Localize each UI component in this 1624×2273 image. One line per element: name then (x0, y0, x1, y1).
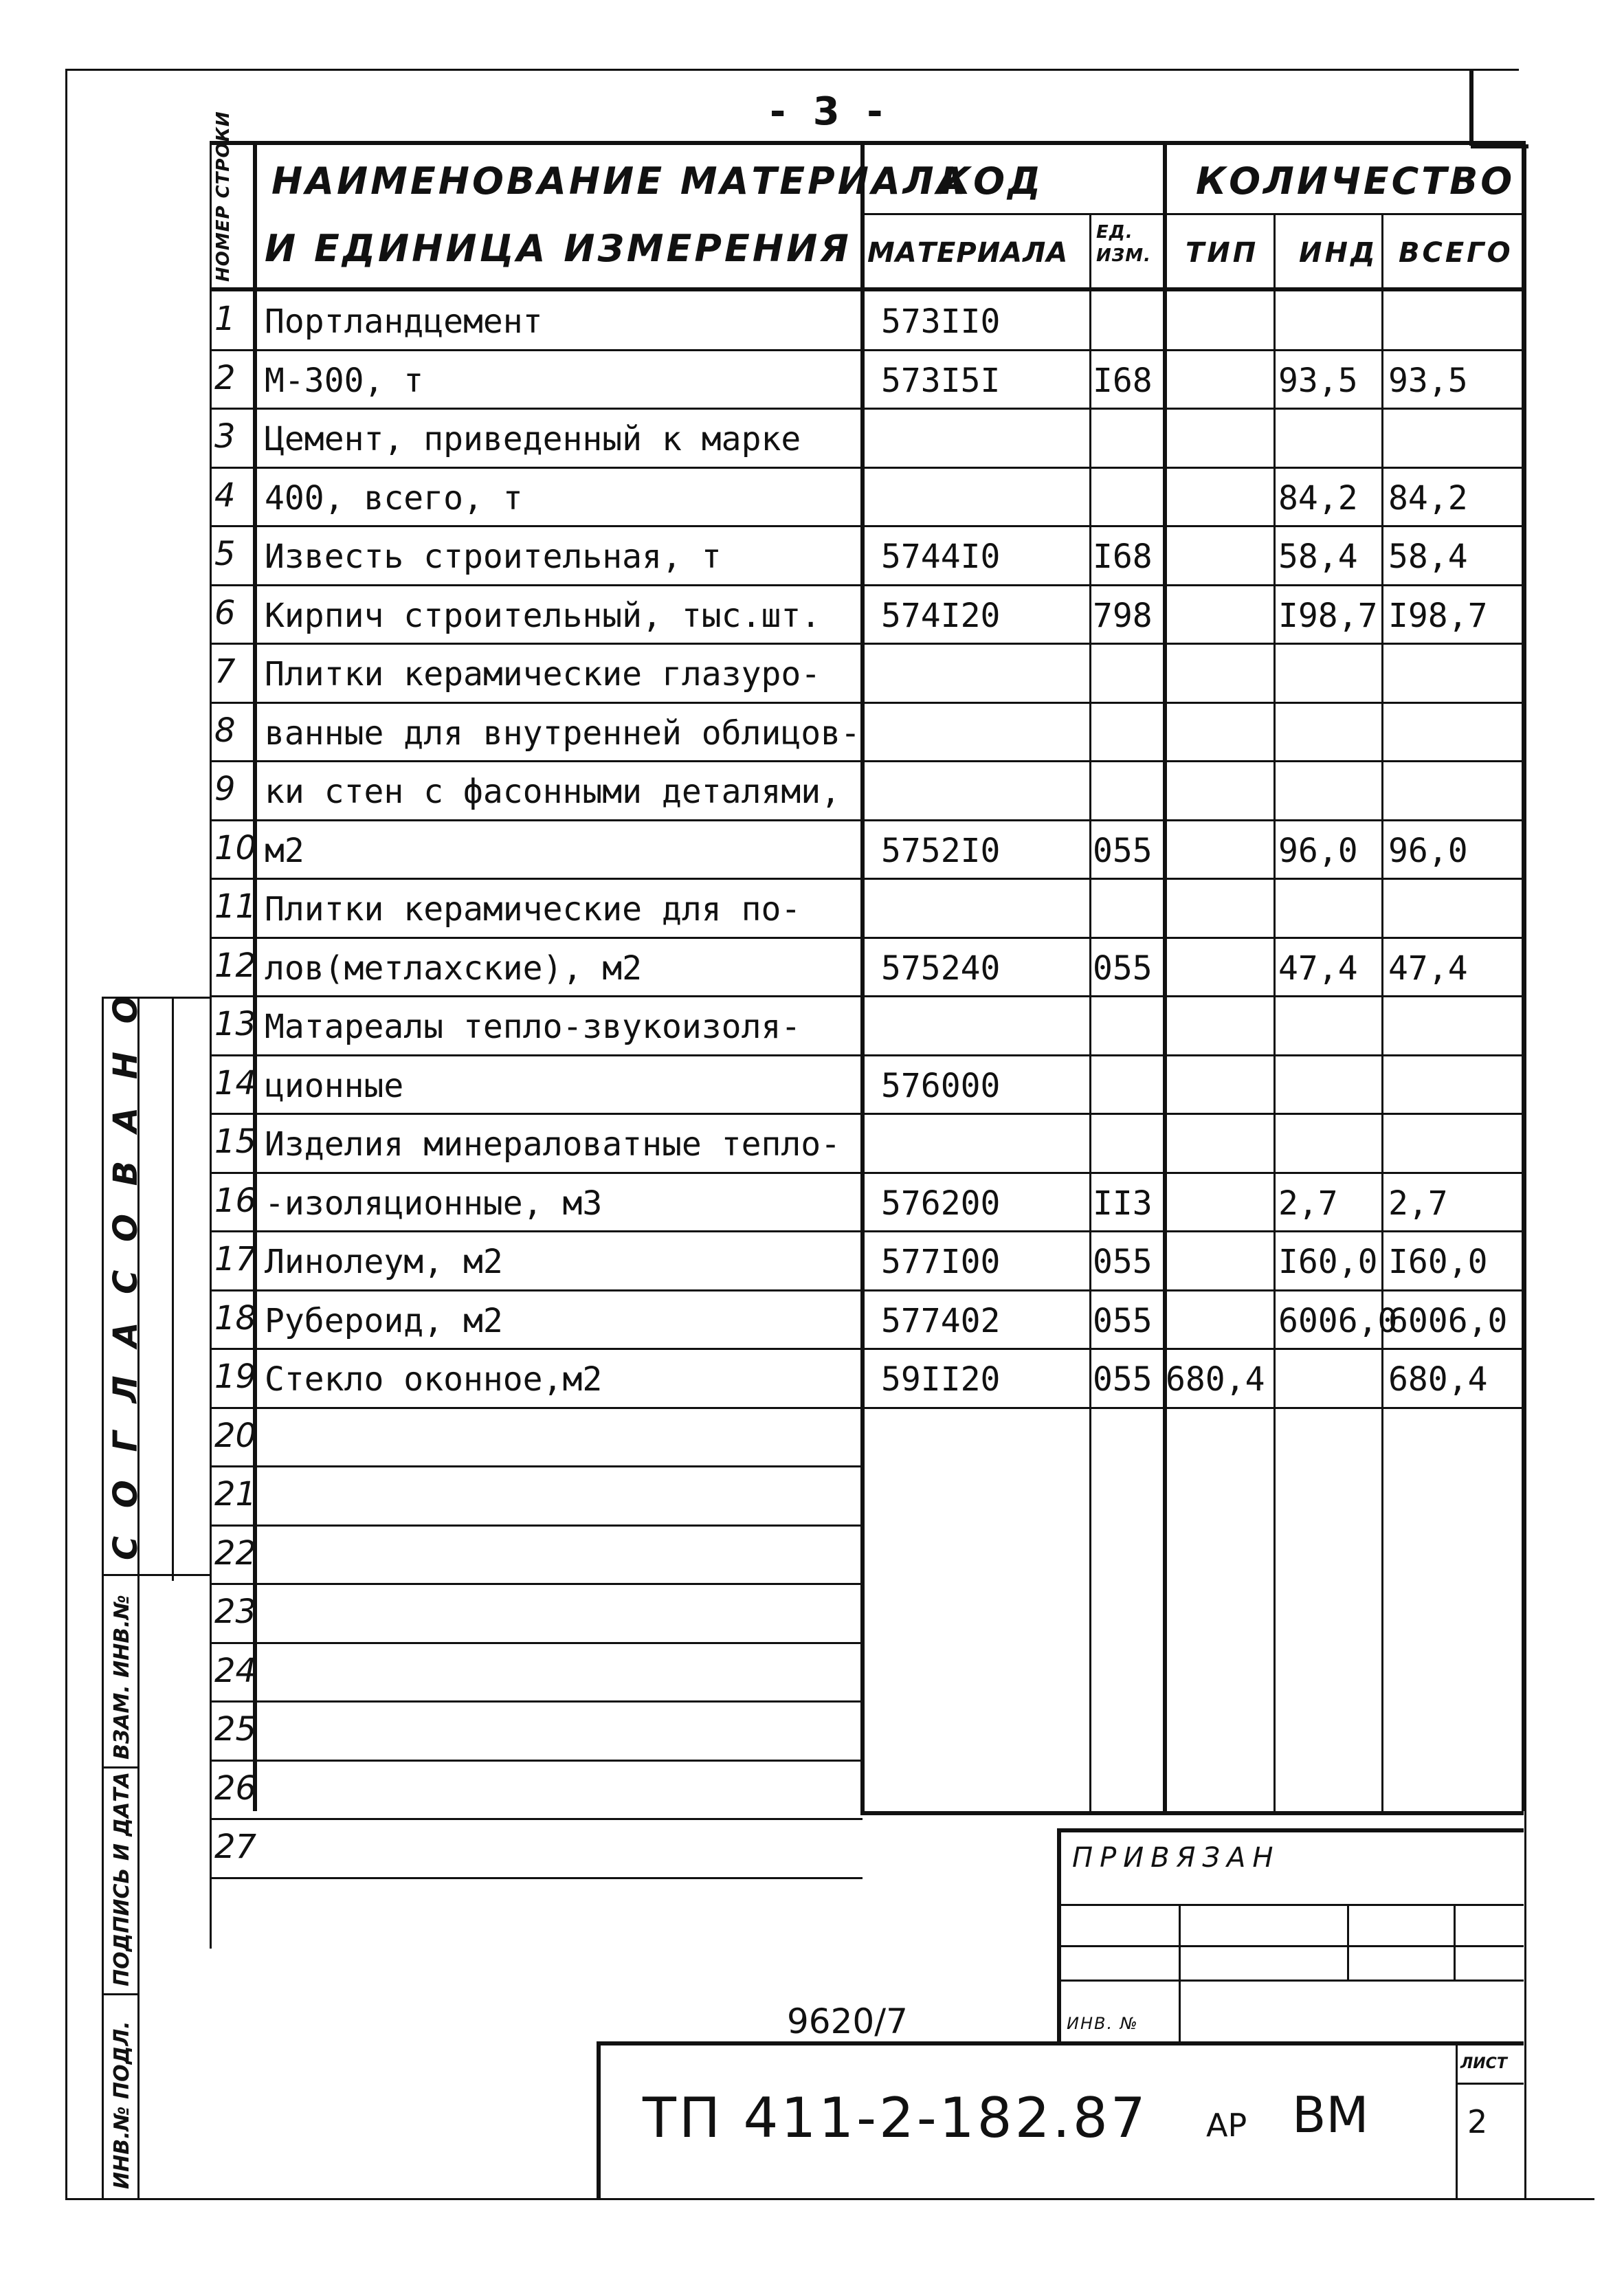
title-sheet-left (1456, 2041, 1458, 2199)
row-ind: I60,0 (1278, 1243, 1378, 1281)
row-number: 26 (214, 1768, 257, 1808)
row-name: Плитки керамические для по- (265, 890, 801, 929)
row-code: 5744I0 (881, 537, 1001, 576)
row-code: 5752I0 (881, 831, 1001, 870)
row-divider (210, 1113, 1524, 1115)
row-unit: 055 (1093, 1243, 1153, 1281)
side-stamp-sign-date: ПОДПИСЬ И ДАТА (110, 1771, 134, 1986)
row-code: 573I5I (881, 361, 1001, 400)
outer-border-top (65, 69, 1519, 71)
row-total: 58,4 (1388, 537, 1468, 576)
row-number: 11 (214, 887, 257, 926)
row-divider (210, 878, 1524, 880)
row-total: I98,7 (1388, 596, 1488, 635)
row-unit: 055 (1093, 1301, 1153, 1340)
row-divider (210, 1465, 863, 1467)
row-number: 22 (214, 1533, 257, 1573)
side-stamp-sep3 (102, 1993, 137, 1995)
header-code-unit: ЕД. ИЗМ. (1096, 222, 1151, 266)
row-code: 576200 (881, 1184, 1001, 1223)
row-number: 5 (214, 535, 236, 573)
row-type: 680,4 (1166, 1360, 1265, 1399)
title-bound-col3 (1454, 1904, 1456, 1980)
row-divider (210, 1172, 1524, 1174)
row-number: 21 (214, 1475, 257, 1514)
col-line-type (1273, 213, 1276, 1811)
row-unit: I68 (1093, 361, 1153, 400)
row-number: 24 (214, 1651, 257, 1690)
row-divider (210, 1230, 1524, 1232)
row-ind: 96,0 (1278, 831, 1358, 870)
row-name: Рубероид, м2 (265, 1301, 503, 1340)
title-bound-row3 (1058, 1980, 1524, 1982)
row-number: 14 (214, 1063, 257, 1102)
row-number: 10 (214, 828, 257, 867)
row-code: 576000 (881, 1066, 1001, 1105)
header-mid-line (860, 213, 1524, 215)
row-name: М-300, т (265, 361, 424, 400)
row-ind: 93,5 (1278, 361, 1358, 400)
row-number: 20 (214, 1416, 257, 1455)
row-number: 7 (214, 652, 236, 691)
row-number: 3 (214, 417, 236, 456)
row-code: 59II20 (881, 1360, 1001, 1399)
row-divider (210, 1583, 863, 1585)
row-number: 19 (214, 1357, 257, 1396)
col-line-ind (1381, 213, 1383, 1811)
title-main-left (597, 2041, 601, 2199)
row-unit: I68 (1093, 537, 1153, 576)
row-ind: I98,7 (1278, 596, 1378, 635)
header-code-material: МАТЕРИАЛА (867, 237, 1069, 269)
row-number: 8 (214, 711, 236, 750)
row-divider (210, 1407, 1524, 1409)
row-name: Изделия минераловатные тепло- (265, 1125, 841, 1164)
row-name: Плитки керамические глазуро- (265, 655, 821, 694)
row-name: -изоляционные, м3 (265, 1184, 603, 1223)
page-number: - 3 - (770, 89, 890, 134)
row-divider (210, 1054, 1524, 1056)
col-line-code (860, 141, 865, 1811)
row-divider (210, 1700, 863, 1703)
row-unit: 798 (1093, 596, 1153, 635)
project-code: ТП 411-2-182.87 (643, 2086, 1148, 2150)
side-stamp-left (102, 997, 104, 2199)
sheet-label: ЛИСТ (1460, 2055, 1507, 2072)
row-ind: 58,4 (1278, 537, 1358, 576)
row-code: 577I00 (881, 1243, 1001, 1281)
header-row-number: НОМЕР СТРОКИ (213, 111, 234, 282)
row-name: лов(метлахские), м2 (265, 949, 643, 988)
row-divider (210, 1289, 1524, 1291)
header-qty-total: ВСЕГО (1399, 237, 1513, 269)
corner-box-left (1469, 69, 1473, 146)
title-main-top (598, 2041, 1524, 2045)
row-divider (210, 1760, 863, 1762)
row-total: 680,4 (1388, 1360, 1488, 1399)
row-name: ционные (265, 1066, 404, 1105)
row-name: Портландцемент (265, 302, 543, 341)
col-line-right (1522, 141, 1526, 1811)
row-divider (210, 937, 1524, 939)
row-total: 6006,0 (1388, 1301, 1508, 1340)
side-stamp-sep2 (102, 1766, 137, 1768)
row-divider (210, 349, 1524, 351)
row-number: 2 (214, 358, 236, 397)
row-number: 9 (214, 770, 236, 808)
side-stamp-col3 (172, 997, 174, 1581)
row-name: Цемент, приведенный к марке (265, 420, 801, 458)
side-stamp-approved: С О Г Л А С О В А Н О (107, 987, 145, 1560)
row-ind: 2,7 (1278, 1184, 1338, 1223)
row-number: 12 (214, 946, 257, 985)
section-code: АР (1206, 2107, 1247, 2144)
side-stamp-sep1 (102, 1574, 210, 1576)
outer-border-bottom (65, 2198, 1594, 2200)
header-code: КОД (940, 159, 1044, 203)
header-name-line2: И ЕДИНИЦА ИЗМЕРЕНИЯ (265, 227, 852, 270)
title-bound-left (1057, 1828, 1061, 2041)
row-divider (210, 995, 1524, 997)
row-unit: 055 (1093, 949, 1153, 988)
row-total: I60,0 (1388, 1243, 1488, 1281)
row-code: 573II0 (881, 302, 1001, 341)
row-name: Линолеум, м2 (265, 1243, 503, 1281)
row-number: 27 (214, 1828, 257, 1866)
row-number: 17 (214, 1240, 257, 1278)
header-name-line1: НАИМЕНОВАНИЕ МАТЕРИАЛА (271, 159, 968, 203)
row-unit: 055 (1093, 1360, 1153, 1399)
row-total: 96,0 (1388, 831, 1468, 870)
row-number: 15 (214, 1122, 257, 1161)
row-number: 18 (214, 1298, 257, 1338)
row-ind: 6006,0 (1278, 1301, 1398, 1340)
header-bottom-line (210, 287, 1524, 291)
header-quantity: КОЛИЧЕСТВО (1196, 159, 1515, 203)
row-divider (210, 584, 1524, 586)
header-qty-type: ТИП (1186, 237, 1259, 269)
row-divider (210, 643, 1524, 645)
inv-no-label: ИНВ. № (1067, 2014, 1139, 2033)
handwritten-number: 9620/7 (787, 2002, 908, 2041)
row-name: Кирпич строительный, тыс.шт. (265, 596, 821, 635)
row-name: ки стен с фасонными деталями, (265, 773, 841, 811)
row-code: 577402 (881, 1301, 1001, 1340)
row-ind: 84,2 (1278, 478, 1358, 518)
row-total: 2,7 (1388, 1184, 1448, 1223)
row-total: 84,2 (1388, 478, 1468, 518)
row-number: 23 (214, 1593, 257, 1631)
sheet-type: ВМ (1292, 2086, 1369, 2144)
row-name: Матареалы тепло-звукоизоля- (265, 1008, 801, 1046)
row-number: 13 (214, 1005, 257, 1043)
row-name: Известь строительная, т (265, 537, 722, 576)
row-name: Стекло оконное,м2 (265, 1360, 603, 1399)
col-line-unit (1089, 213, 1091, 1811)
table-top-line (210, 141, 1524, 145)
row-name: ванные для внутренней облицов- (265, 713, 860, 753)
side-stamp-inv-zam: ВЗАМ. ИНВ.№ (110, 1595, 134, 1760)
row-name: м2 (265, 831, 304, 870)
sheet-number: 2 (1467, 2103, 1488, 2140)
row-divider (210, 760, 1524, 762)
row-unit: 055 (1093, 831, 1153, 870)
title-bound-col1 (1179, 1904, 1181, 2041)
row-code: 574I20 (881, 596, 1001, 635)
row-divider (210, 408, 1524, 410)
table-bottom-line (860, 1811, 1524, 1815)
row-divider (210, 525, 1524, 527)
row-number: 1 (214, 300, 236, 338)
title-sheet-sep (1456, 2083, 1524, 2085)
row-divider (210, 819, 1524, 821)
row-name: 400, всего, т (265, 478, 523, 518)
row-divider (210, 1524, 863, 1527)
row-code: 575240 (881, 949, 1001, 988)
col-line-qty (1163, 141, 1167, 1811)
row-divider (210, 1818, 863, 1820)
row-divider (210, 1642, 863, 1644)
header-qty-ind: ИНД (1299, 237, 1378, 269)
row-number: 4 (214, 476, 236, 515)
row-total: 93,5 (1388, 361, 1468, 400)
row-number: 25 (214, 1710, 257, 1749)
row-divider (210, 1348, 1524, 1350)
title-bound-col2 (1347, 1904, 1349, 1980)
row-divider (210, 1877, 863, 1879)
side-stamp-inv-podl: ИНВ.№ ПОДЛ. (110, 2021, 134, 2189)
bound-label: ПРИВЯЗАН (1072, 1842, 1280, 1874)
row-number: 6 (214, 593, 236, 632)
row-ind: 47,4 (1278, 949, 1358, 988)
title-bound-top (1058, 1828, 1524, 1832)
outer-border-left (65, 69, 67, 2199)
row-total: 47,4 (1388, 949, 1468, 988)
row-divider (210, 702, 1524, 704)
row-unit: II3 (1093, 1184, 1153, 1223)
col-line-num-left (210, 141, 212, 1949)
row-divider (210, 467, 1524, 469)
row-number: 16 (214, 1181, 257, 1220)
